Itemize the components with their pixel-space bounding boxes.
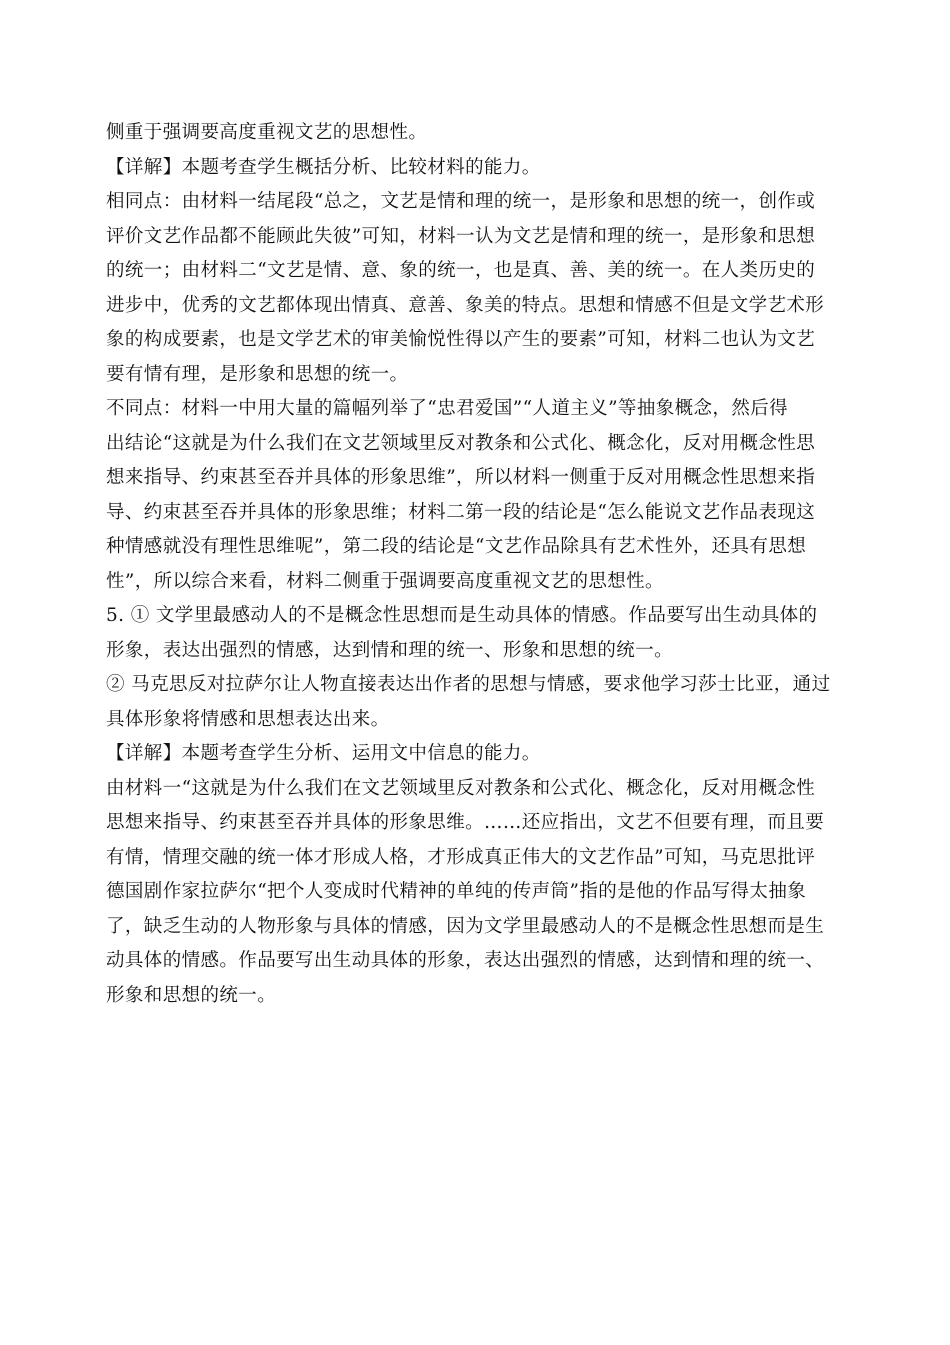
text-line: 评价文艺作品都不能顾此失彼”可知，材料一认为文艺是情和理的统一，是形象和思想 [106, 225, 816, 247]
text-line: 要有情有理，是形象和思想的统一。 [106, 363, 409, 385]
text-line: 5. ① 文学里最感动人的不是概念性思想而是生动具体的情感。作品要写出生动具体的 [106, 605, 818, 626]
text-line: 导、约束甚至吞并具体的形象思维；材料二第一段的结论是“怎么能说文艺作品表现这 [106, 501, 816, 523]
text-line: ② 马克思反对拉萨尔让人物直接表达出作者的思想与情感，要求他学习莎士比亚，通过 [106, 674, 831, 695]
text-line: 进步中，优秀的文艺都体现出情真、意善、象美的特点。思想和情感不但是文学艺术形 [106, 294, 825, 316]
text-line: 【详解】本题考查学生概括分析、比较材料的能力。 [106, 156, 541, 178]
text-line: 【详解】本题考查学生分析、运用文中信息的能力。 [106, 743, 541, 764]
text-line: 形象，表达出强烈的情感，达到情和理的统一、形象和思想的统一。 [106, 639, 674, 661]
text-line: 种情感就没有理性思维呢”，第二段的结论是“文艺作品除具有艺术性外，还具有思想 [106, 536, 807, 557]
text-line: 德国剧作家拉萨尔“把个人变成时代精神的单纯的传声筒”指的是他的作品写得太抽象 [106, 881, 807, 902]
answer-explanation-text [106, 116, 851, 1013]
text-line: 出结论“这就是为什么我们在文艺领域里反对教条和公式化、概念化，反对用概念性思 [106, 432, 816, 454]
text-line: 相同点：由材料一结尾段“总之，文艺是情和理的统一，是形象和思想的统一，创作或 [106, 191, 816, 212]
text-line: 不同点：材料一中用大量的篇幅列举了“忠君爱国”“人道主义”等抽象概念，然后得 [106, 398, 789, 419]
text-line: 想来指导、约束甚至吞并具体的形象思维”，所以材料一侧重于反对用概念性思想来指 [106, 467, 816, 488]
text-line: 有情，情理交融的统一体才形成人格，才形成真正伟大的文艺作品”可知，马克思批评 [106, 846, 816, 868]
text-line: 动具体的情感。作品要写出生动具体的形象，表达出强烈的情感，达到情和理的统一、 [106, 950, 825, 971]
text-line: 象的构成要素，也是文学艺术的审美愉悦性得以产生的要素”可知，材料二也认为文艺 [106, 329, 816, 350]
text-line: 由材料一“这就是为什么我们在文艺领域里反对教条和公式化、概念化，反对用概念性 [106, 777, 816, 799]
text-line: 形象和思想的统一。 [106, 984, 277, 1006]
text-line: 思想来指导、约束甚至吞并具体的形象思维。……还应指出，文艺不但要有理，而且要 [106, 812, 825, 833]
text-line: 性”，所以综合来看，材料二侧重于强调要高度重视文艺的思想性。 [106, 570, 664, 592]
text-line: 具体形象将情感和思想表达出来。 [106, 708, 390, 730]
text-line: 了，缺乏生动的人物形象与具体的情感，因为文学里最感动人的不是概念性思想而是生 [106, 915, 825, 937]
text-line: 侧重于强调要高度重视文艺的思想性。 [106, 122, 428, 143]
text-line: 的统一；由材料二“文艺是情、意、象的统一，也是真、善、美的统一。在人类历史的 [106, 260, 816, 281]
